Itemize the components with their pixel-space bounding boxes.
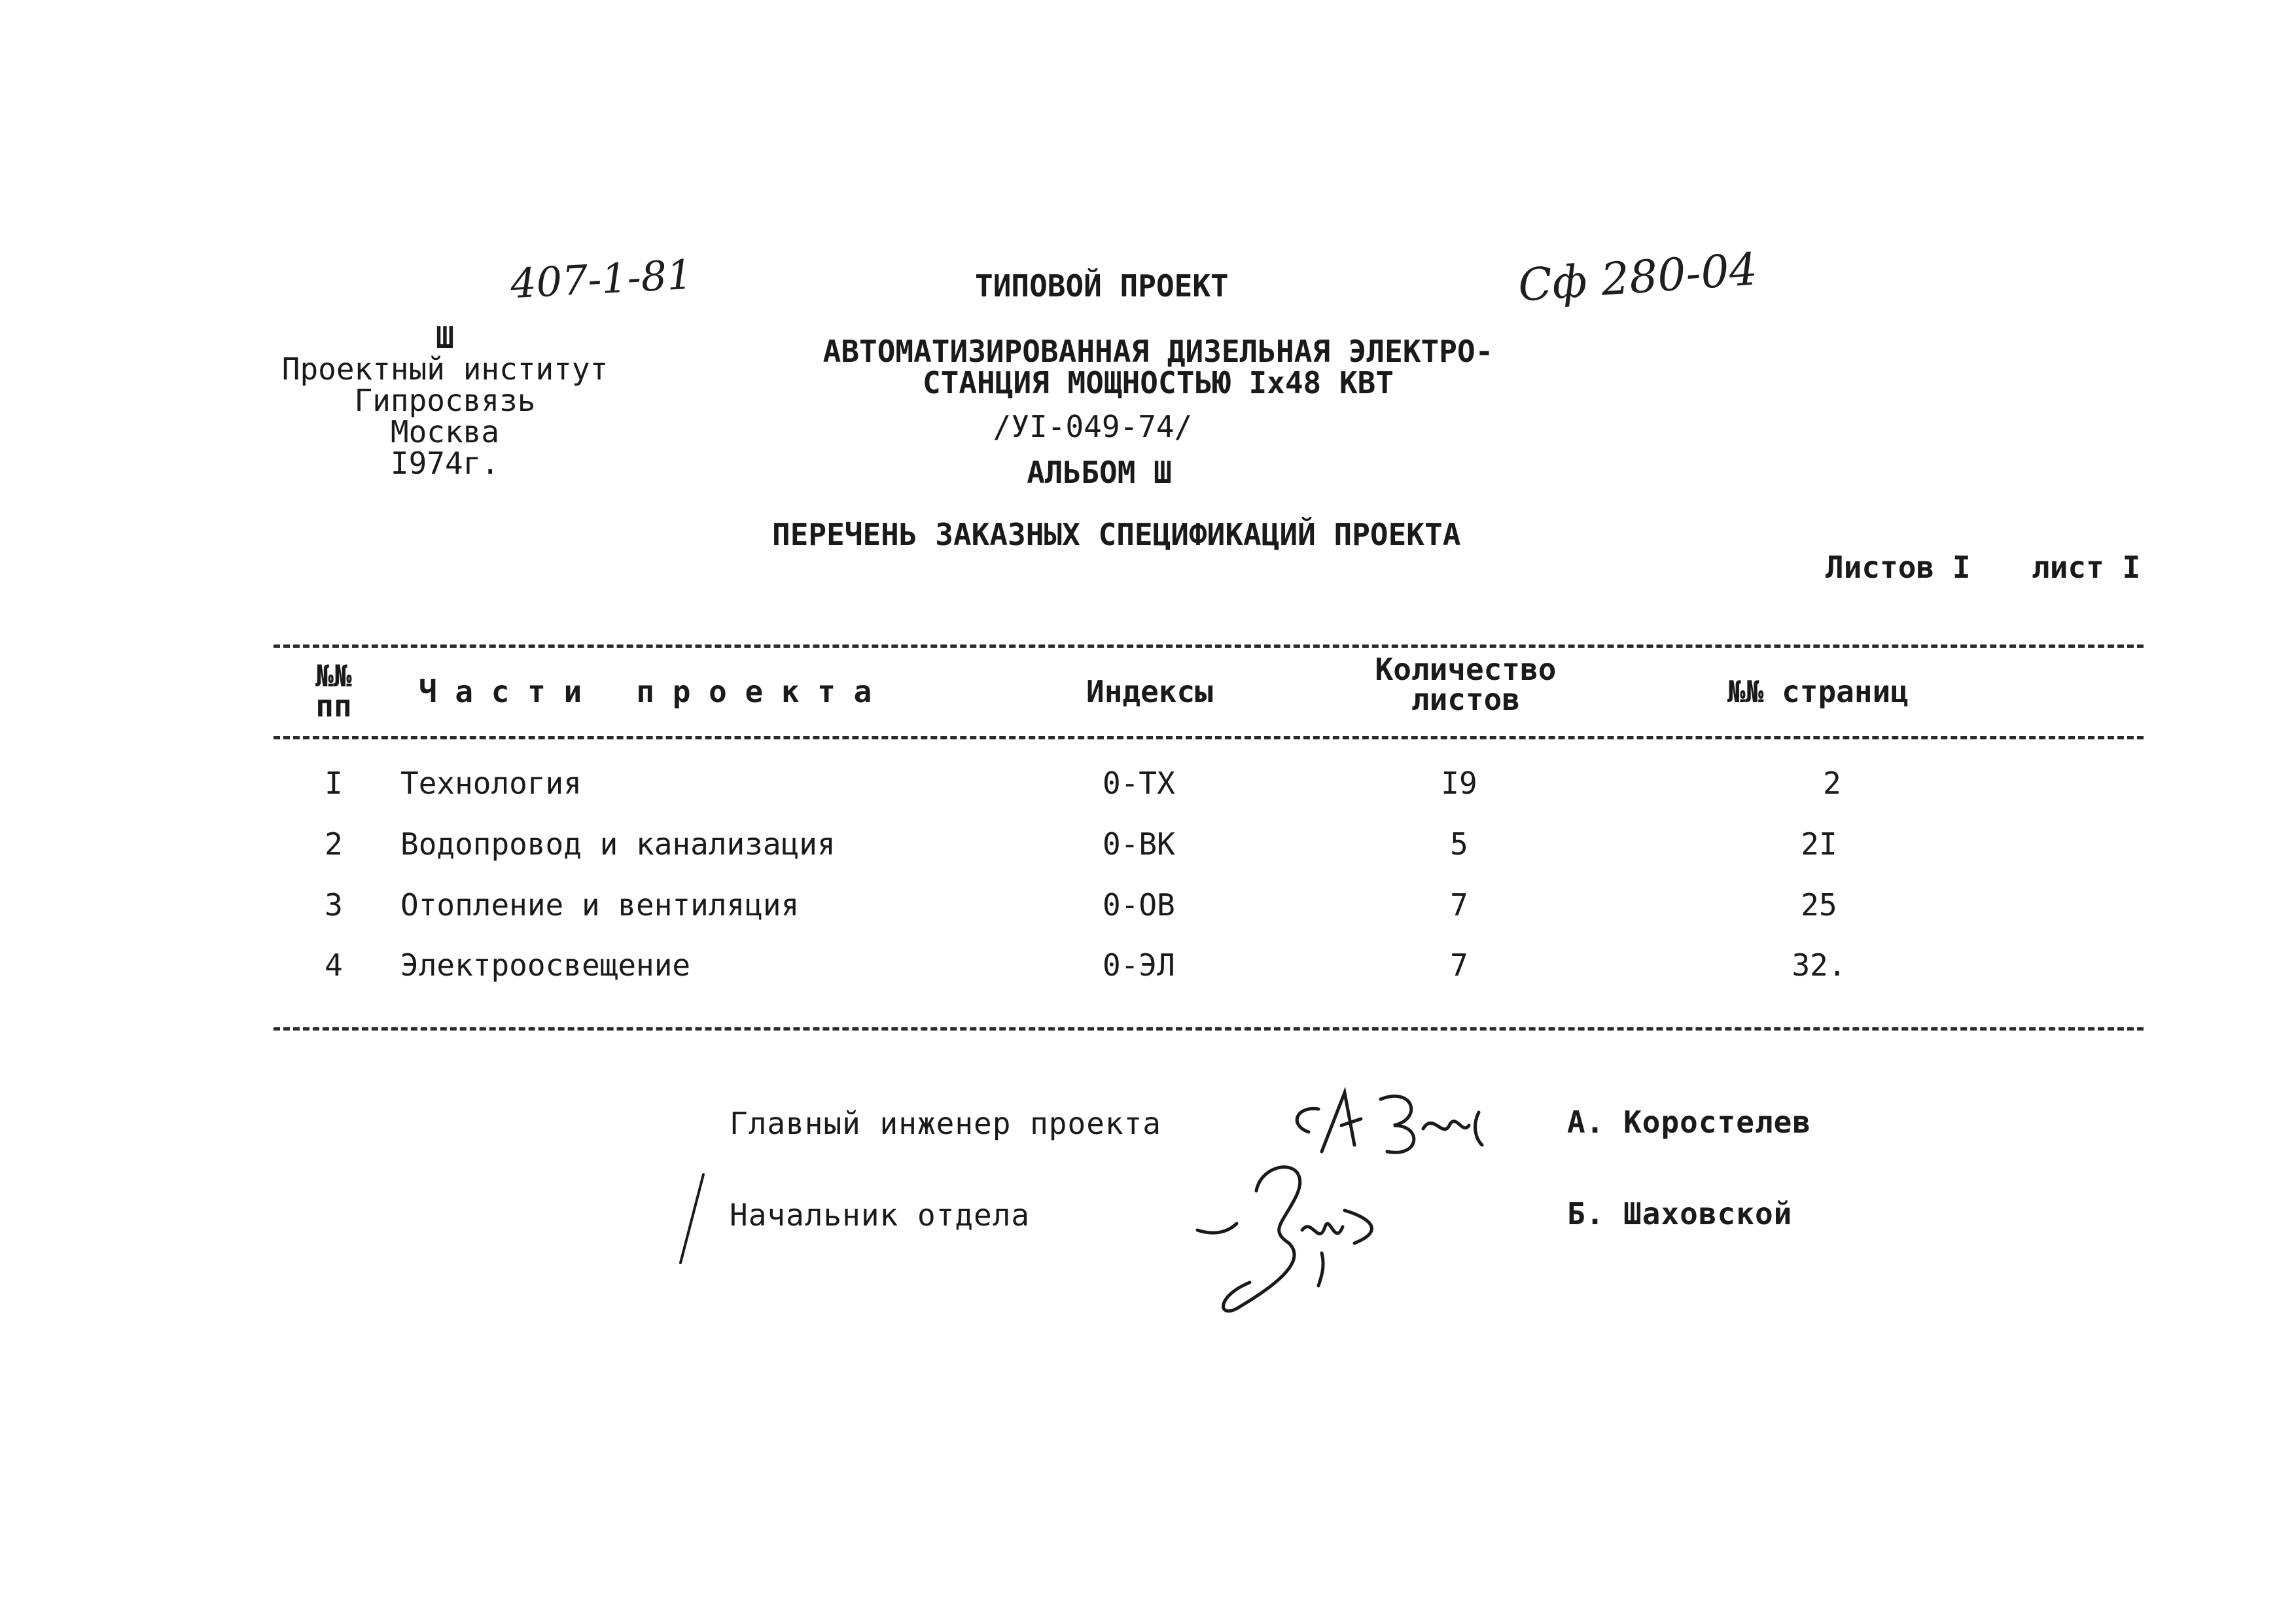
- row-index: 0-ТХ: [1103, 766, 1175, 801]
- header-count-line2: листов: [1411, 682, 1521, 717]
- album-label: АЛЬБОМ Ш: [1027, 455, 1172, 490]
- row-page: 32.: [1792, 947, 1846, 983]
- row-page: 2I: [1801, 826, 1837, 862]
- row-page: 25: [1801, 887, 1837, 923]
- row-index: 0-ВК: [1103, 826, 1175, 862]
- table-bottom-rule: [274, 1027, 2144, 1031]
- doc-code-handwritten: Сф 280-04: [1516, 243, 1759, 312]
- sheets-current: лист I: [2032, 550, 2141, 585]
- header-count: [1361, 654, 1570, 715]
- sheets-total: Листов I: [1826, 550, 1971, 585]
- row-count: 7: [1450, 887, 1468, 923]
- row-part: Водопровод и канализация: [400, 826, 836, 862]
- institute-city: Москва: [390, 414, 500, 450]
- slash-mark: [674, 1171, 713, 1269]
- row-num: 4: [325, 947, 343, 983]
- row-count: 7: [1450, 947, 1468, 983]
- header-count-line1: Количество: [1375, 652, 1557, 687]
- title-line1: АВТОМАТИЗИРОВАННАЯ ДИЗЕЛЬНАЯ ЭЛЕКТРО-: [822, 334, 1494, 369]
- chief-engineer-title: Главный инженер проекта: [730, 1106, 1161, 1141]
- row-part: Отопление и вентиляция: [400, 887, 800, 923]
- header-parts: Ч а с т и п р о е к т а: [419, 674, 872, 709]
- header-num-line2: пп: [315, 688, 352, 724]
- row-index: 0-ОВ: [1103, 887, 1175, 923]
- row-count: 5: [1450, 826, 1468, 862]
- title-code: /УI-049-74/: [993, 409, 1193, 444]
- row-part: Технология: [400, 766, 582, 801]
- department-head-signature: [1191, 1132, 1413, 1322]
- row-part: Электроосвещение: [400, 947, 691, 983]
- institute-numeral: Ш: [436, 320, 454, 355]
- doc-number-handwritten: 407-1-81: [509, 250, 694, 308]
- header-pages: №№ страниц: [1727, 674, 1909, 709]
- table-top-rule: [274, 644, 2144, 648]
- institute-name-line2: Гипросвязь: [354, 383, 536, 418]
- institute-year: I974г.: [390, 446, 500, 481]
- row-num: I: [325, 766, 343, 801]
- table-header-rule: [274, 736, 2144, 739]
- row-page: 2: [1823, 766, 1841, 801]
- header-num-line1: №№: [315, 658, 352, 694]
- institute-name-line1: Проектный институт: [281, 351, 609, 387]
- institute-block: [275, 322, 615, 479]
- header-index: Индексы: [1086, 674, 1213, 709]
- department-head-title: Начальник отдела: [730, 1197, 1031, 1233]
- project-type: ТИПОВОЙ ПРОЕКТ: [975, 268, 1229, 304]
- row-index: 0-ЭЛ: [1103, 947, 1175, 983]
- list-title: ПЕРЕЧЕНЬ ЗАКАЗНЫХ СПЕЦИФИКАЦИЙ ПРОЕКТА: [772, 517, 1461, 552]
- header-num: [301, 658, 366, 724]
- title-line2: СТАНЦИЯ МОЩНОСТЬЮ Iх48 КВТ: [922, 365, 1394, 400]
- row-count: I9: [1441, 766, 1477, 801]
- chief-engineer-name: А. Коростелев: [1567, 1104, 1812, 1140]
- department-head-name: Б. Шаховской: [1567, 1196, 1793, 1231]
- row-num: 2: [325, 826, 343, 862]
- row-num: 3: [325, 887, 343, 923]
